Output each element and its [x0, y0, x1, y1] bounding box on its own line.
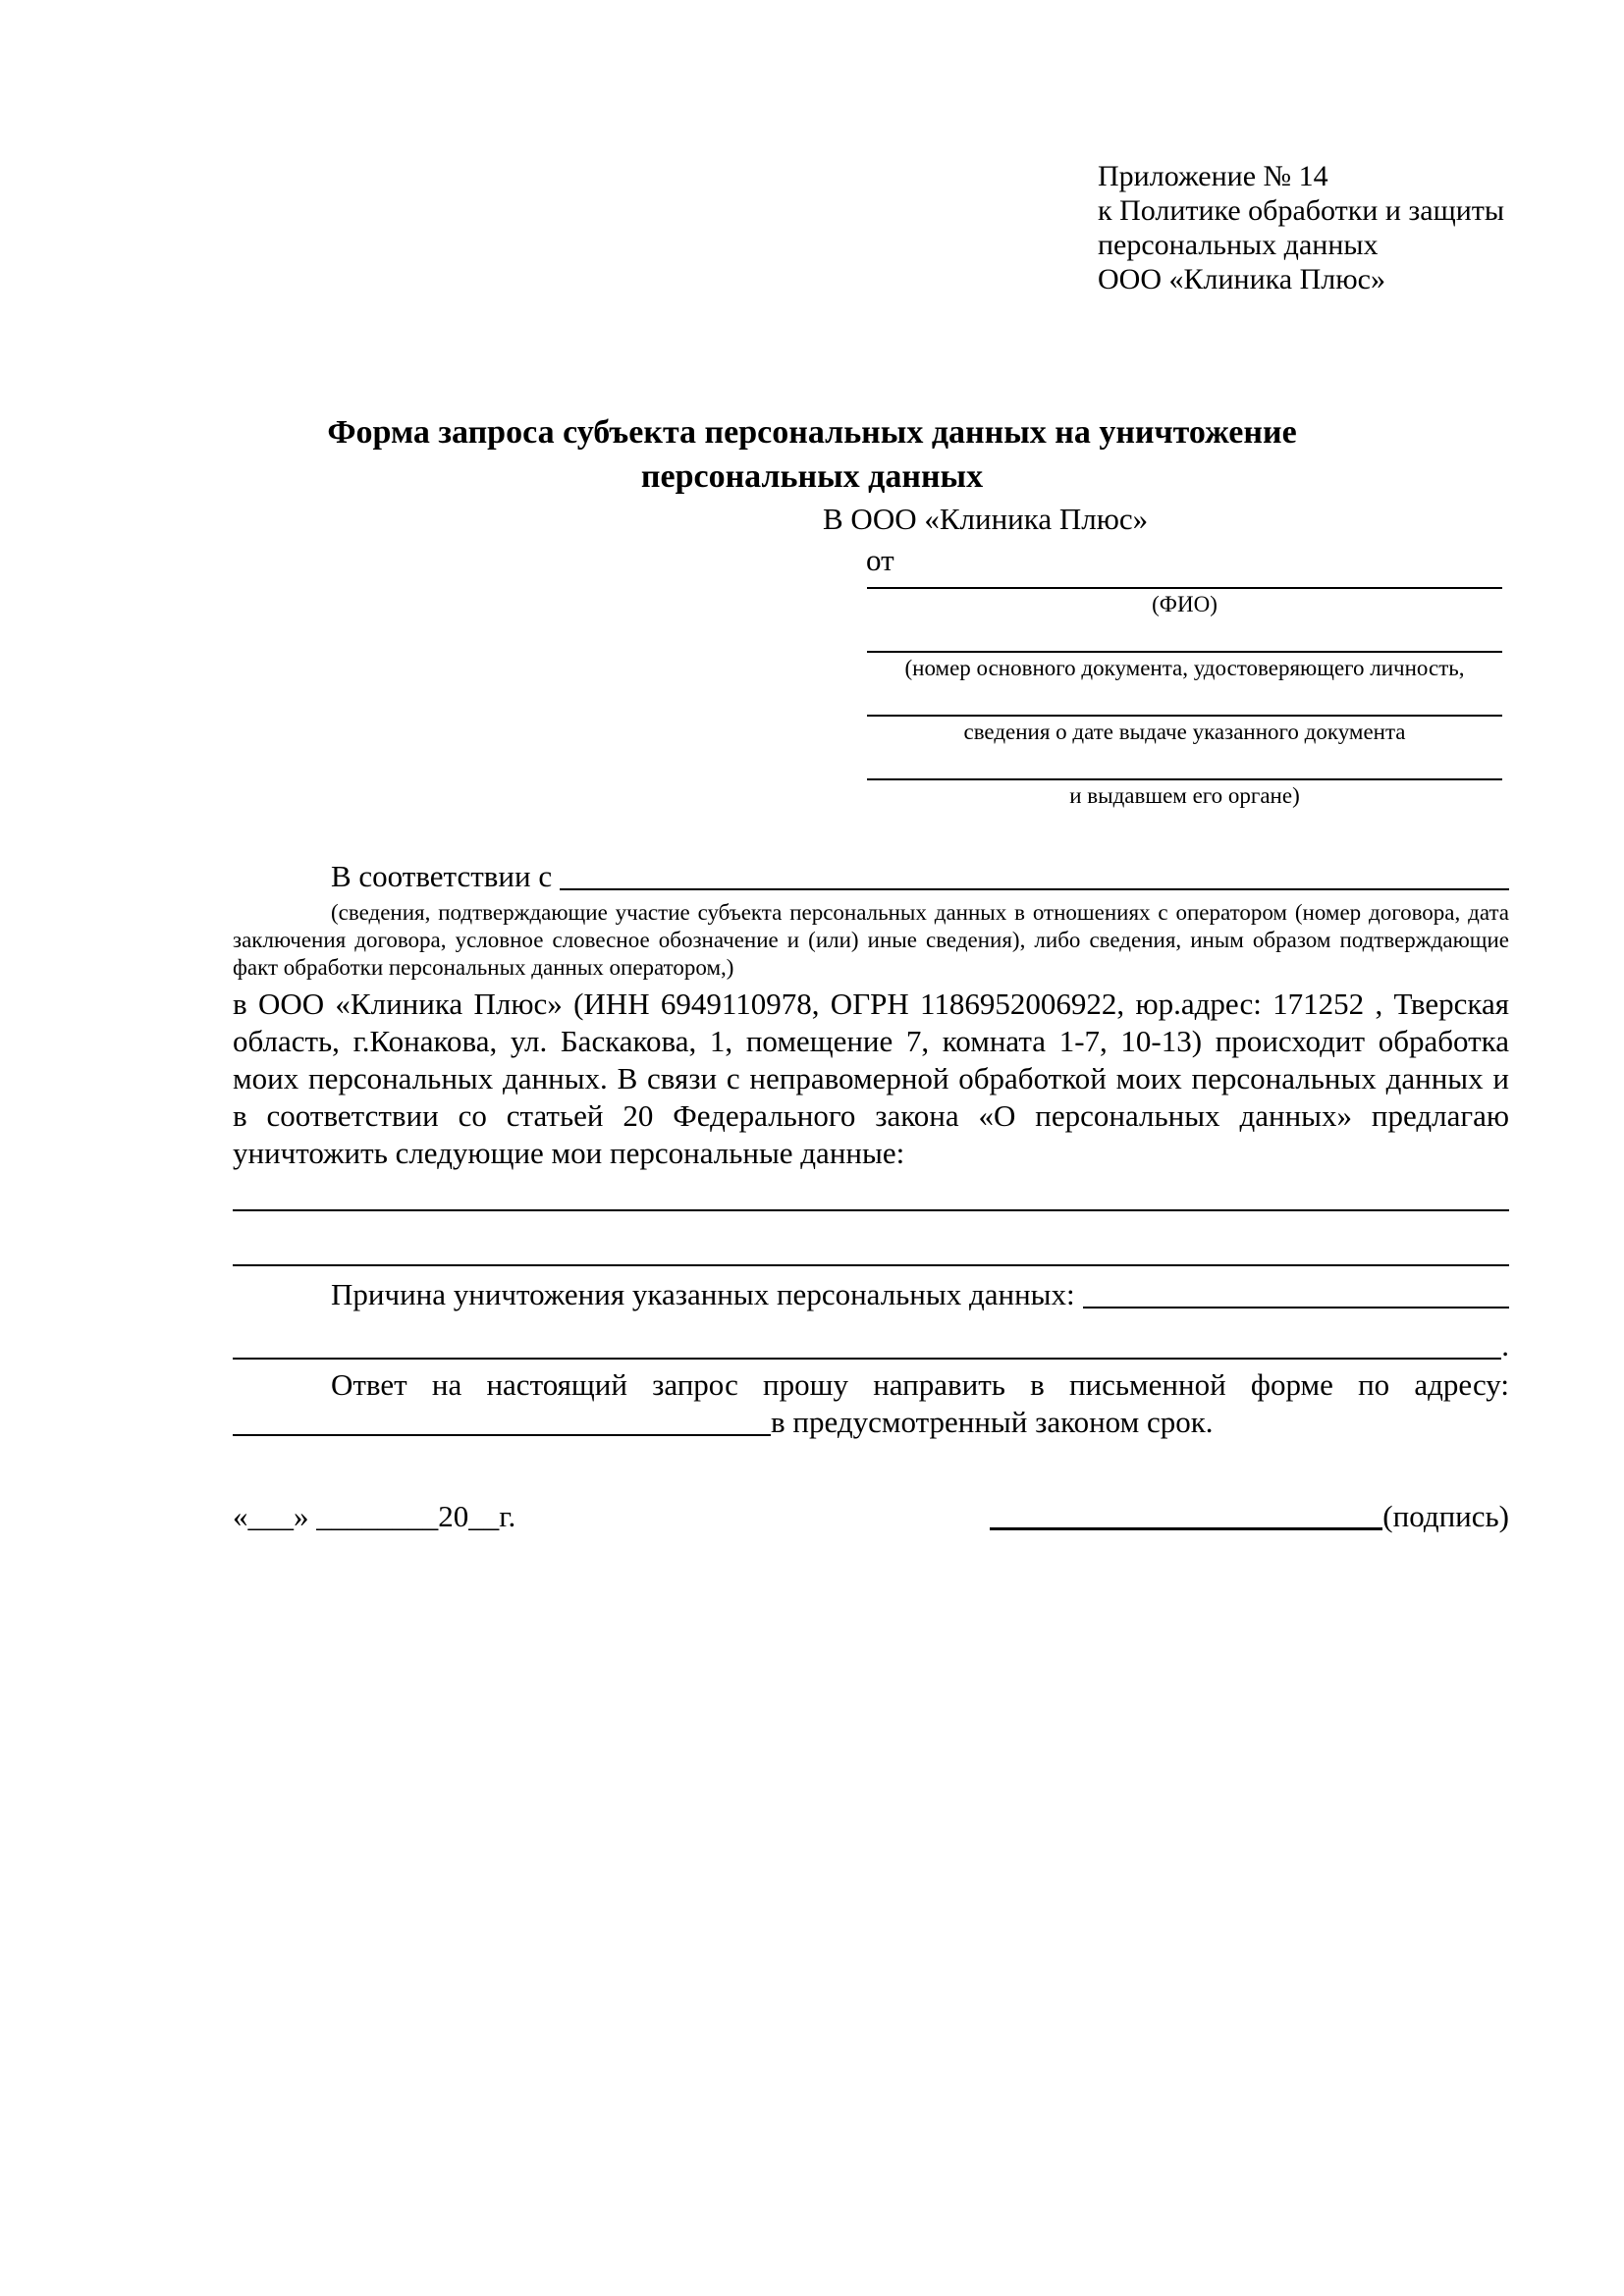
appendix-header-line: к Политике обработки и защиты [1098, 194, 1505, 227]
document-number-caption: (номер основного документа, удостоверяющего личность, [904, 656, 1465, 680]
main-paragraph: в ООО «Клиника Плюс» (ИНН 6949110978, ОГРН 1186952006922, юр.адрес: 171252 , Тверская область, г.Конакова, ул. Баскакова, 1, помещение 7, комната 1-7, 10-13) происходит обработка моих персональных данных. В связи с неправомерной обработкой моих персональных данных и в соответствии со статьей 20 Федерального закона «О персональных данных» предлагаю уничтожить следующие мои персональные данные: [233, 987, 1509, 1170]
fio-blank-line [867, 579, 1502, 589]
reply-address-blank-line [233, 1434, 771, 1436]
issuing-authority-blank-line [867, 745, 1502, 780]
accordance-blank-line [560, 888, 1509, 890]
reason-label: Причина уничтожения указанных персональных данных: [331, 1277, 1075, 1311]
reason-blank-line-2 [233, 1358, 1501, 1360]
personal-data-blank-line-1 [233, 1172, 1509, 1211]
reply-address-line [233, 1404, 1509, 1441]
date-blank-line: «___» ________20__г. [233, 1499, 516, 1533]
signature-block [990, 1498, 1509, 1535]
accordance-line [233, 858, 1509, 895]
personal-data-blank-line-2 [233, 1211, 1509, 1266]
document-body [233, 858, 1509, 1535]
from-label: от [866, 543, 894, 577]
issue-date-caption: сведения о дате выдаче указанного документа [963, 720, 1406, 744]
appendix-header-line: Приложение № 14 [1098, 160, 1328, 192]
reply-tail-text: в предусмотренный законом срок. [771, 1405, 1214, 1439]
reply-sentence: Ответ на настоящий запрос прошу направить в письменной форме по адресу: [331, 1367, 1509, 1402]
fio-caption: (ФИО) [1152, 592, 1218, 616]
appendix-header-line: персональных данных [1098, 229, 1379, 261]
reason-line [233, 1276, 1509, 1313]
document-title [272, 410, 1352, 499]
signature-blank-line [990, 1527, 1382, 1530]
appendix-header-line: ООО «Клиника Плюс» [1098, 263, 1385, 295]
issuing-authority-caption: и выдавшем его органе) [1069, 783, 1300, 808]
document-title-line1: Форма запроса субъекта персональных данных на уничтожение [327, 414, 1297, 451]
reason-period: . [1501, 1328, 1509, 1362]
issue-date-blank-line [867, 681, 1502, 717]
document-title-line2: персональных данных [640, 458, 984, 495]
reason-blank-line [1083, 1307, 1509, 1308]
applicant-fields [867, 579, 1502, 809]
document-number-blank-line [867, 617, 1502, 653]
date-signature-row [233, 1498, 1509, 1535]
addressee-organization: В ООО «Клиника Плюс» [823, 502, 1149, 536]
signature-caption: (подпись) [1382, 1499, 1509, 1533]
appendix-header [1098, 0, 1624, 296]
accordance-lead: В соответствии с [331, 859, 553, 893]
accordance-note: (сведения, подтверждающие участие субъекта персональных данных в отношениях с оператором (номер договора, дата заключения договора, условное словесное обозначение и (или) иные сведения), либо сведения, иным образом подтверждающие факт обработки персональных данных оператором,) [233, 900, 1509, 980]
reason-continuation-line [233, 1313, 1509, 1364]
